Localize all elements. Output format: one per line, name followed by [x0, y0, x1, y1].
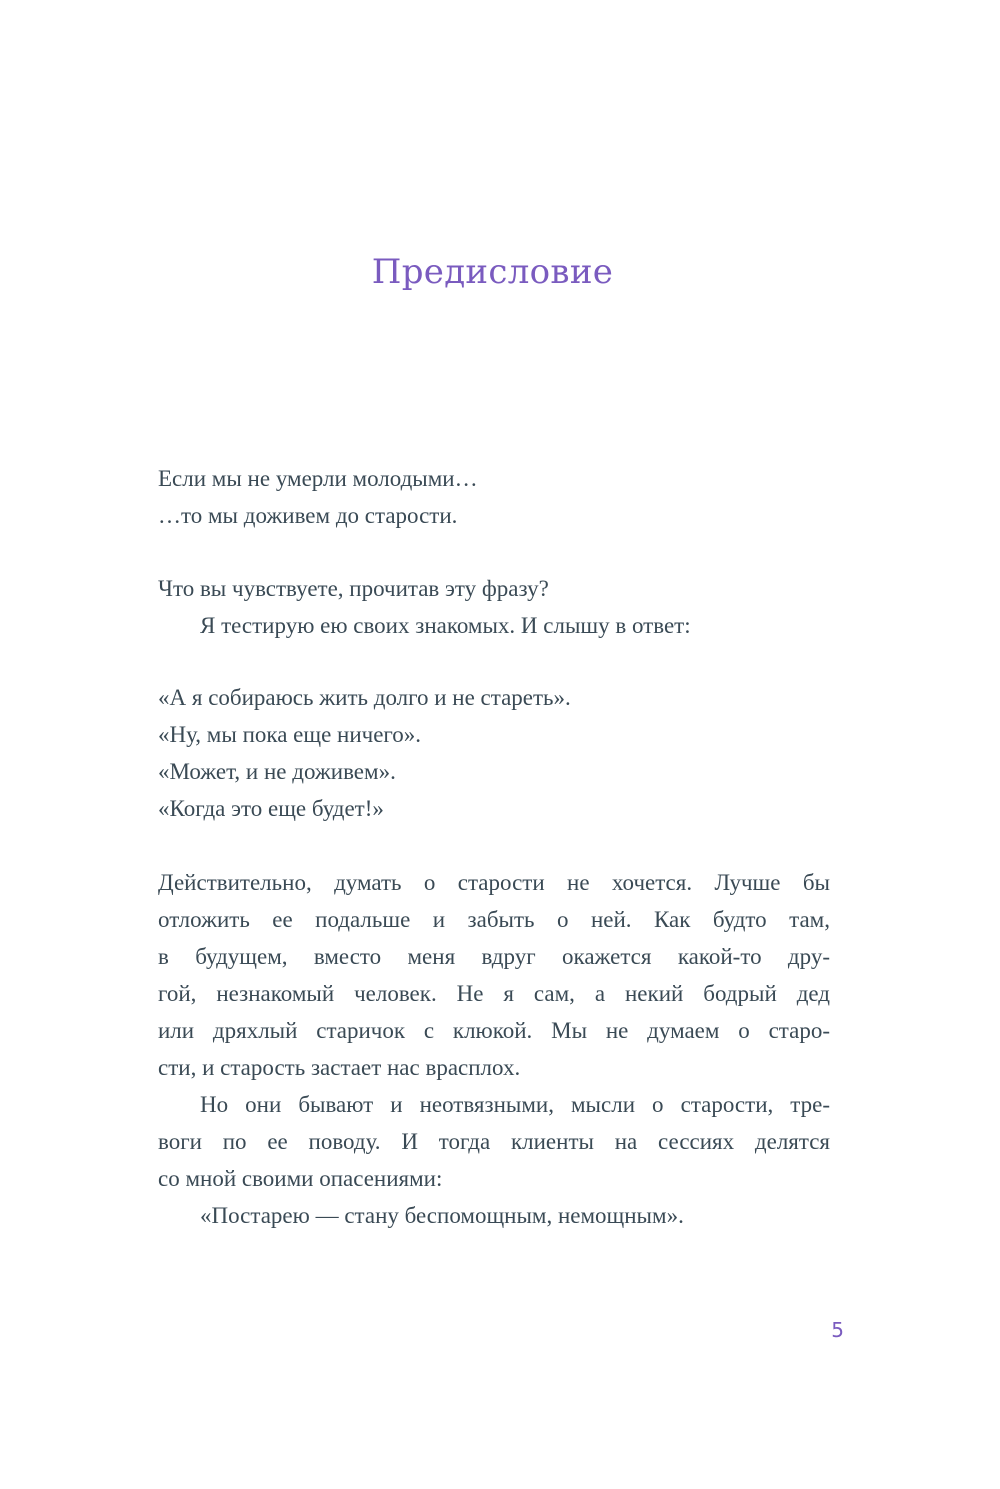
body-paragraph-3 [158, 1197, 830, 1234]
text-line: сти, и старость застает нас врасплох. [158, 1055, 521, 1080]
text-line: «Постарею — стану беспомощным, немощным». [200, 1203, 684, 1228]
text-line: со мной своими опасениями: [158, 1166, 443, 1191]
text-line: Действительно, думать о старости не хочется. Лучше бы [158, 870, 830, 895]
text-line: Но они бывают и неотвязными, мысли о старости, тре- [200, 1092, 830, 1117]
quote-line: «А я собираюсь жить долго и не стареть». [158, 685, 571, 710]
text-line: в будущем, вместо меня вдруг окажется какой-то дру- [158, 944, 830, 969]
question-stanza [158, 570, 830, 644]
text-line: воги по ее поводу. И тогда клиенты на сессиях делятся [158, 1129, 830, 1154]
quote-line: «Ну, мы пока еще ничего». [158, 722, 422, 747]
body-paragraph-2 [158, 1086, 830, 1197]
quote-line: «Может, и не доживем». [158, 759, 396, 784]
quote-line: «Когда это еще будет!» [158, 796, 384, 821]
text-line: отложить ее подальше и забыть о ней. Как будто там, [158, 907, 830, 932]
chapter-title: Предисловие [371, 252, 614, 292]
page-number: 5 [831, 1318, 844, 1342]
text-line: гой, незнакомый человек. Не я сам, а некий бодрый дед [158, 981, 830, 1006]
body-paragraph-1 [158, 864, 830, 1086]
text-line: …то мы доживем до старости. [158, 503, 458, 528]
quotes-list [158, 679, 830, 827]
text-line: или дряхлый старичок с клюкой. Мы не думаем о старо- [158, 1018, 830, 1043]
text-line: Что вы чувствуете, прочитав эту фразу? [158, 576, 549, 601]
text-line: Я тестирую ею своих знакомых. И слышу в ответ: [200, 613, 691, 638]
opening-stanza [158, 460, 830, 534]
text-line: Если мы не умерли молодыми… [158, 466, 478, 491]
